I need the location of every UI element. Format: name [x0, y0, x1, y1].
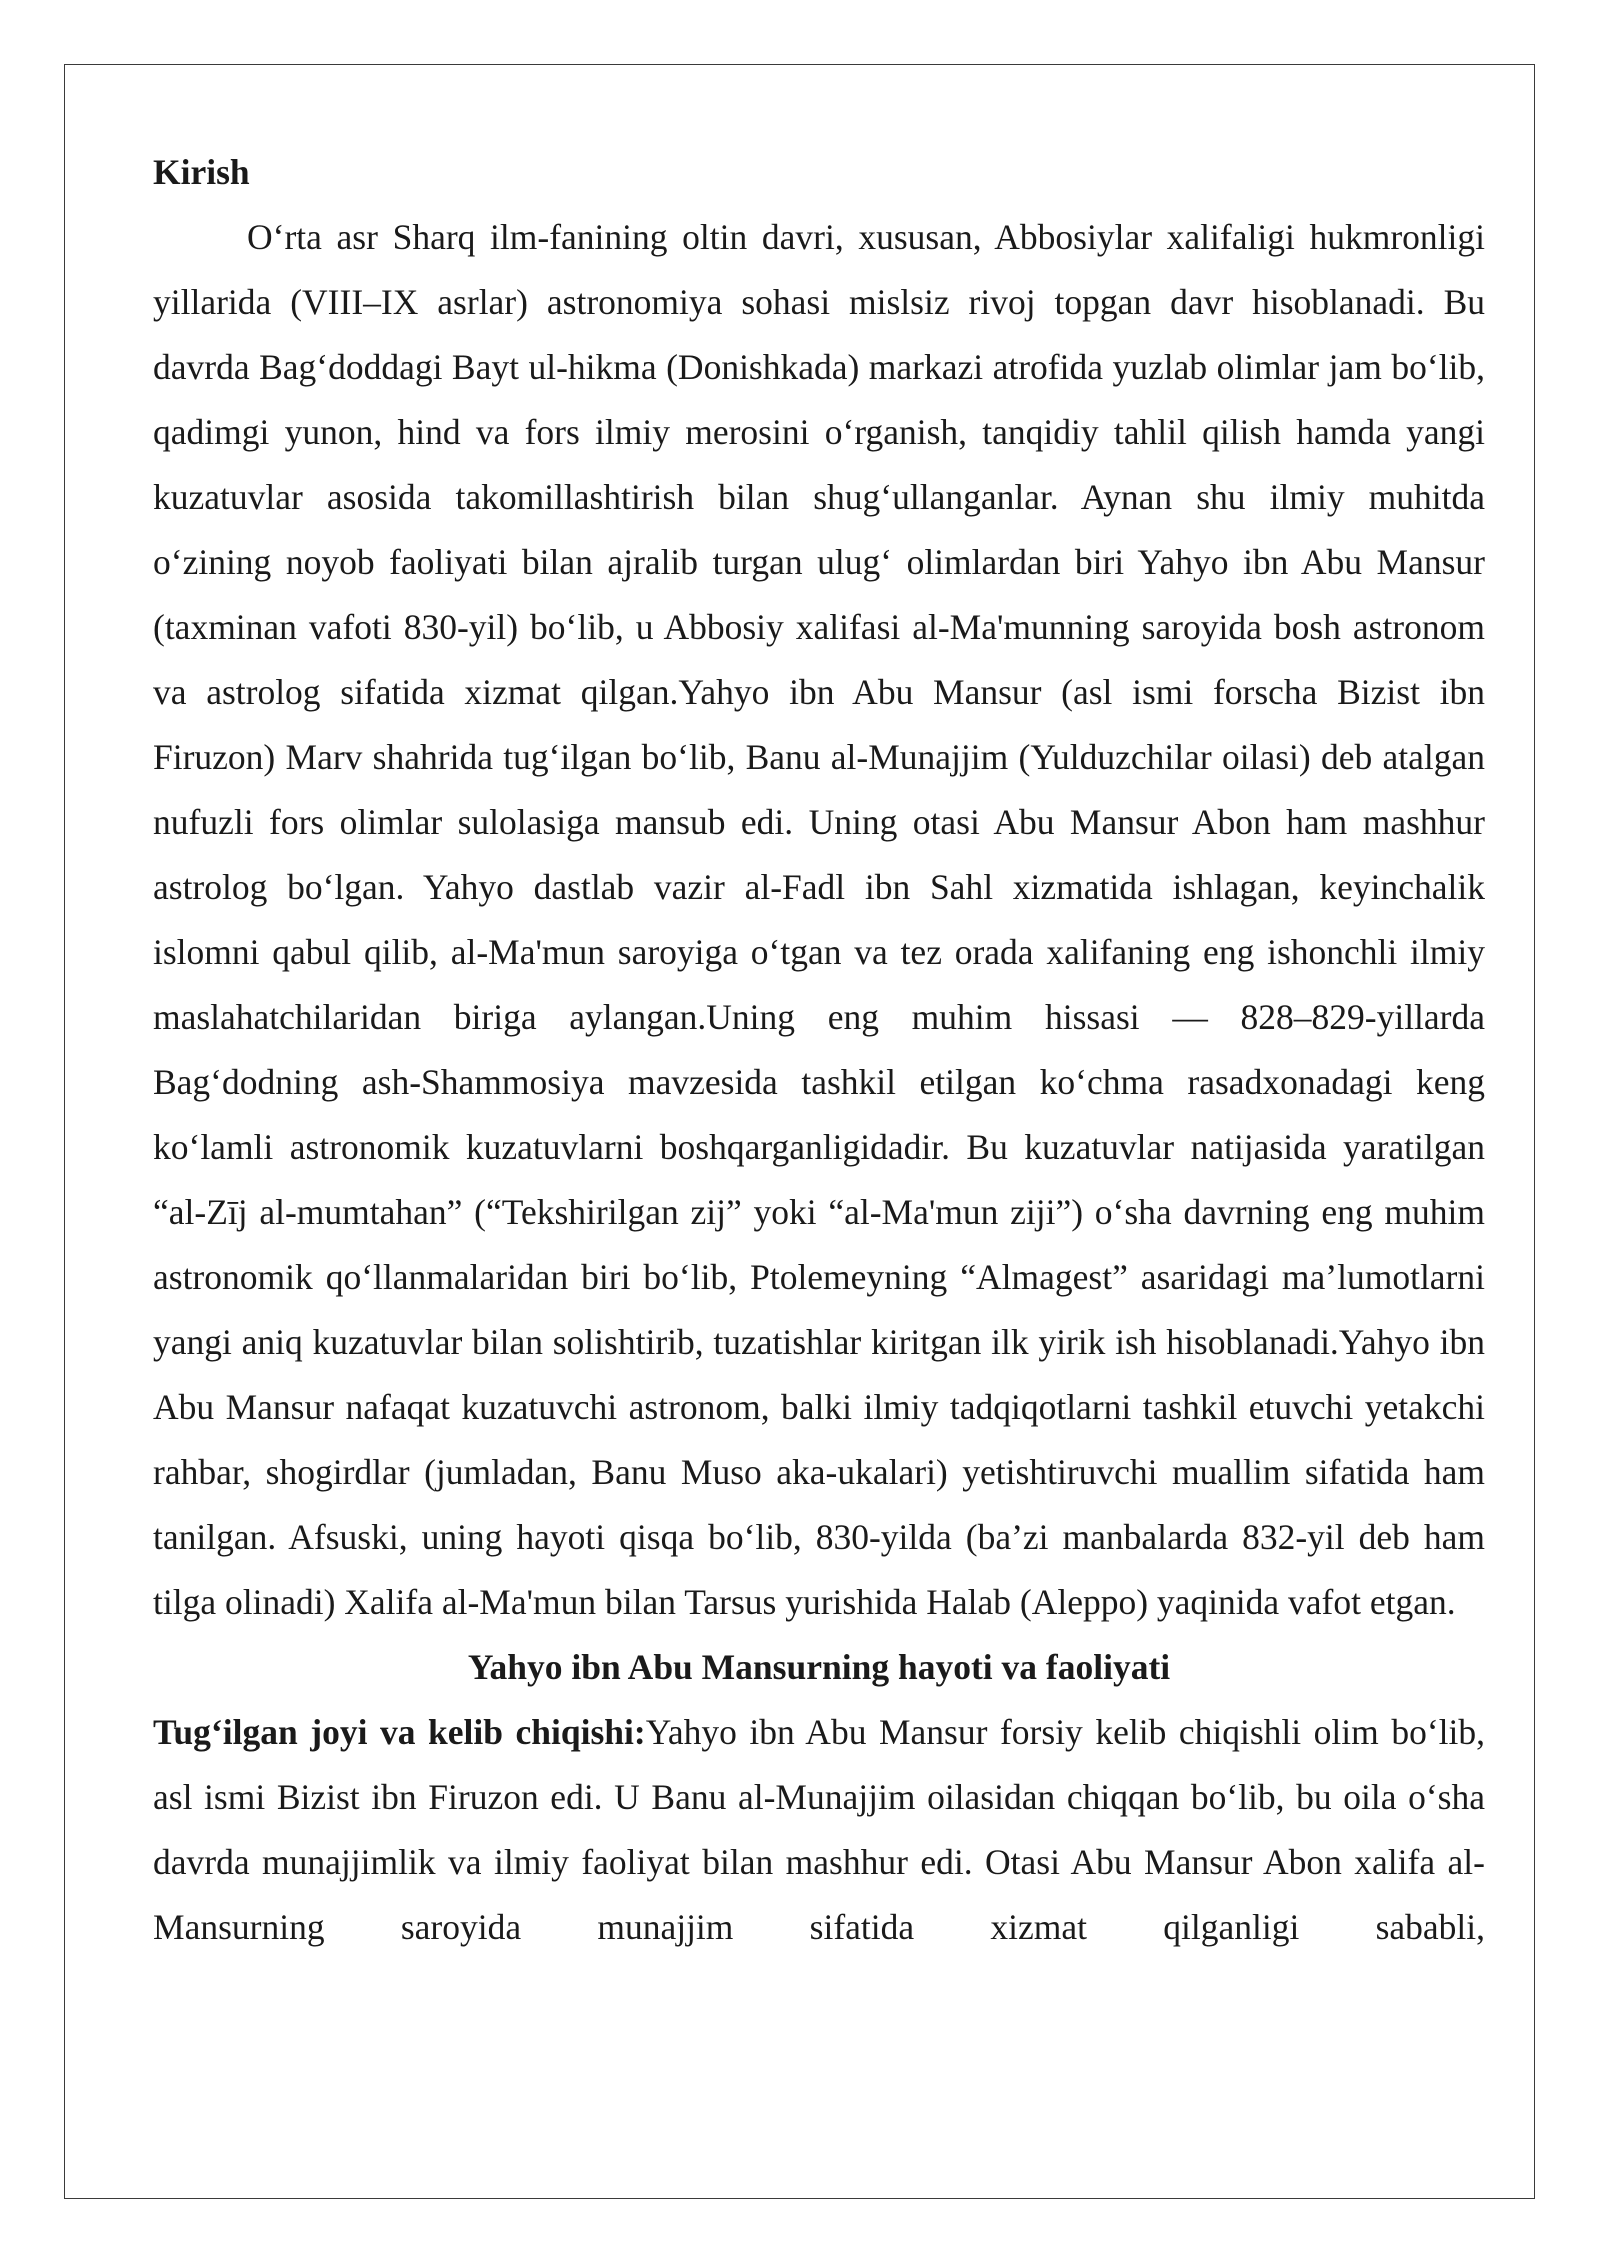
section-title: Yahyo ibn Abu Mansurning hayoti va faoliyati [467, 1647, 1171, 1687]
document-body [153, 140, 1485, 1960]
birthplace-label: Tug‘ilgan joyi va kelib chiqishi: [153, 1712, 646, 1752]
birthplace-paragraph [153, 1700, 1485, 1960]
intro-heading: Kirish [153, 152, 250, 192]
birthplace-text: Yahyo ibn Abu Mansur forsiy kelib chiqishli olim bo‘lib, asl ismi Bizist ibn Firuzon edi. U Banu al-Munajjim oilasidan chiqqan bo‘lib, bu oila o‘sha davrda munajjimlik va ilmiy faoliyat bilan mashhur edi. Otasi Abu Mansur Abon xalifa al-Mansurning saroyida munajjim sifatida xizmat qilganligi sababli, [153, 1712, 1485, 1947]
intro-paragraph: O‘rta asr Sharq ilm-fanining oltin davri, xususan, Abbosiylar xalifaligi hukmronligi yillarida (VIII–IX asrlar) astronomiya sohasi mislsiz rivoj topgan davr hisoblanadi. Bu davrda Bag‘doddagi Bayt ul-hikma (Donishkada) markazi atrofida yuzlab olimlar jam bo‘lib, qadimgi yunon, hind va fors ilmiy merosini o‘rganish, tanqidiy tahlil qilish hamda yangi kuzatuvlar asosida takomillashtirish bilan shug‘ullanganlar. Aynan shu ilmiy muhitda o‘zining noyob faoliyati bilan ajralib turgan ulug‘ olimlardan biri Yahyo ibn Abu Mansur (taxminan vafoti 830-yil) bo‘lib, u Abbosiy xalifasi al-Ma'munning saroyida bosh astronom va astrolog sifatida xizmat qilgan.Yahyo ibn Abu Mansur (asl ismi forscha Bizist ibn Firuzon) Marv shahrida tug‘ilgan bo‘lib, Banu al-Munajjim (Yulduzchilar oilasi) deb atalgan nufuzli fors olimlar sulolasiga mansub edi. Uning otasi Abu Mansur Abon ham mashhur astrolog bo‘lgan. Yahyo dastlab vazir al-Fadl ibn Sahl xizmatida ishlagan, keyinchalik islomni qabul qilib, al-Ma'mun saroyiga o‘tgan va tez orada xalifaning eng ishonchli ilmiy maslahatchilaridan biriga aylangan.Uning eng muhim hissasi — 828–829-yillarda Bag‘dodning ash-Shammosiya mavzesida tashkil etilgan ko‘chma rasadxonadagi keng ko‘lamli astronomik kuzatuvlarni boshqarganligidadir. Bu kuzatuvlar natijasida yaratilgan “al-Zīj al-mumtahan” (“Tekshirilgan zij” yoki “al-Ma'mun ziji”) o‘sha davrning eng muhim astronomik qo‘llanmalaridan biri bo‘lib, Ptolemeyning “Almagest” asaridagi ma’lumotlarni yangi aniq kuzatuvlar bilan solishtirib, tuzatishlar kiritgan ilk yirik ish hisoblanadi.Yahyo ibn Abu Mansur nafaqat kuzatuvchi astronom, balki ilmiy tadqiqotlarni tashkil etuvchi yetakchi rahbar, shogirdlar (jumladan, Banu Muso aka-ukalari) yetishtiruvchi muallim sifatida ham tanilgan. Afsuski, uning hayoti qisqa bo‘lib, 830-yilda (ba’zi manbalarda 832-yil deb ham tilga olinadi) Xalifa al-Ma'mun bilan Tarsus yurishida Halab (Aleppo) yaqinida vafot etgan. [153, 217, 1485, 1622]
